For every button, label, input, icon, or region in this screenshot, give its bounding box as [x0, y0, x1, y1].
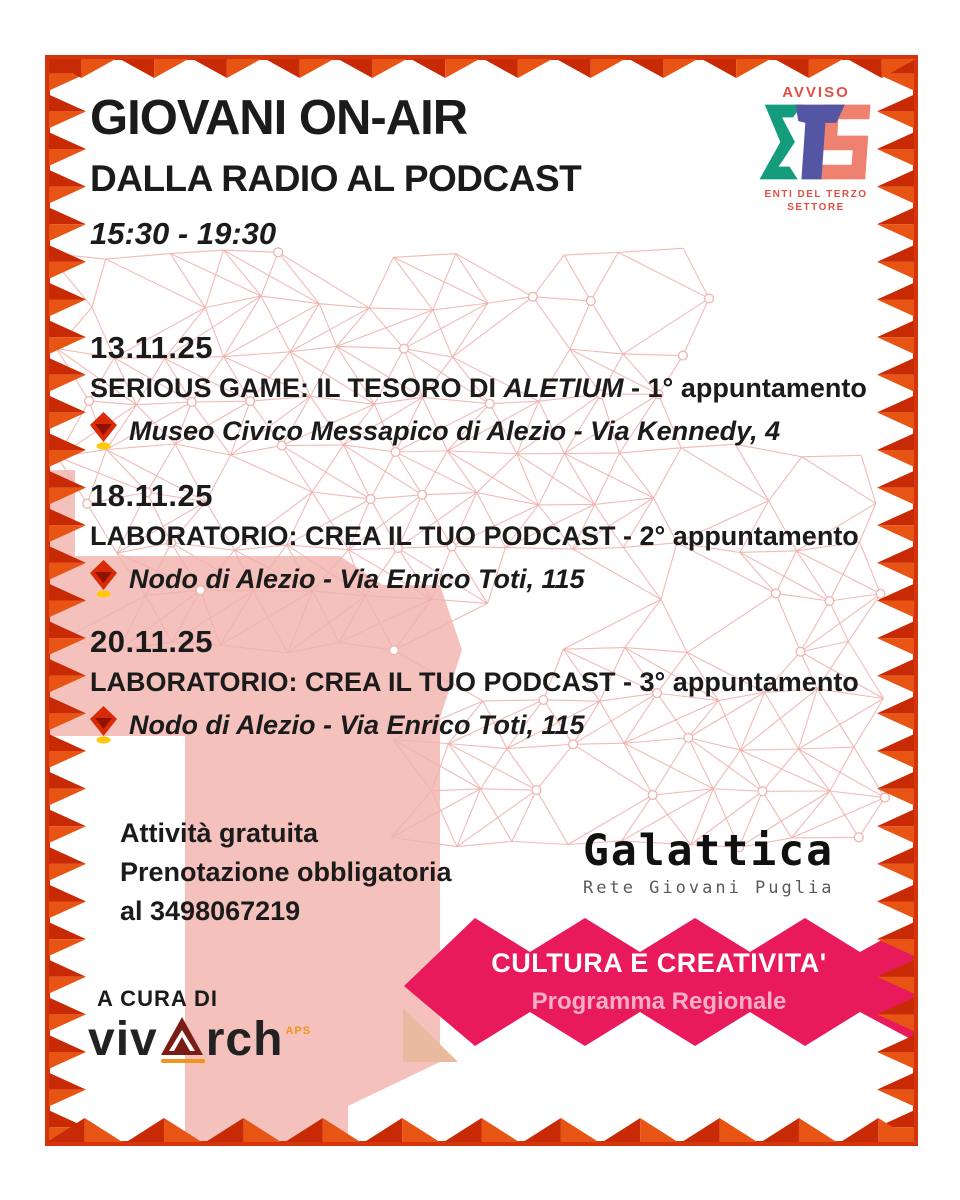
event-title-italic: ALETIUM: [503, 373, 624, 403]
ets-avviso-label: AVVISO: [782, 84, 850, 101]
info-line-phone: al 3498067219: [120, 896, 301, 926]
poster-subtitle: DALLA RADIO AL PODCAST: [90, 158, 582, 199]
vivarch-aps-label: APS: [285, 1025, 312, 1037]
event-title-text: LABORATORIO: CREA IL TUO PODCAST - 3° appuntamento: [90, 667, 859, 697]
vivarch-text-right: rch: [205, 1013, 284, 1066]
galattica-tagline: Rete Giovani Puglia: [583, 878, 835, 898]
event-item-1: [90, 330, 890, 450]
event-title: [90, 667, 890, 698]
vivarch-text-left: viv: [88, 1013, 158, 1066]
event-title-suffix: - 1° appuntamento: [623, 373, 867, 403]
event-location-row: [90, 412, 890, 450]
vivarch-triangle-icon: [159, 1015, 205, 1067]
event-time: 15:30 - 19:30: [90, 216, 277, 251]
event-item-3: [90, 624, 890, 744]
event-location: Nodo di Alezio - Via Enrico Toti, 115: [129, 563, 585, 594]
program-banner: [400, 912, 918, 1052]
event-title-text: LABORATORIO: CREA IL TUO PODCAST - 2° appuntamento: [90, 521, 859, 551]
border-left: [45, 55, 87, 1146]
event-date: 18.11.25: [90, 478, 213, 513]
poster-title: GIOVANI ON-AIR: [90, 91, 468, 145]
ets-letters-icon: [757, 101, 875, 183]
galattica-logo: [583, 826, 834, 898]
ets-caption-line1: ENTI DEL TERZO: [764, 189, 868, 200]
banner-program-name: CULTURA E CREATIVITA': [491, 948, 827, 978]
event-location-row: [90, 560, 890, 598]
event-location-row: [90, 706, 890, 744]
event-title: [90, 373, 890, 404]
vivarch-logo: [88, 1012, 312, 1067]
event-title-text: SERIOUS GAME: IL TESORO DI: [90, 373, 504, 403]
galattica-name: Galattica: [583, 826, 834, 876]
curated-by-label: A CURA DI: [97, 986, 219, 1011]
ets-caption-line2: SETTORE: [787, 202, 845, 213]
ets-logo: [748, 84, 884, 214]
event-item-2: [90, 478, 890, 598]
banner-program-type: Programma Regionale: [531, 988, 787, 1015]
event-location: Museo Civico Messapico di Alezio - Via Kennedy, 4: [129, 415, 781, 446]
event-title: [90, 521, 890, 552]
map-pin-icon: [90, 560, 117, 598]
info-line-free: Attività gratuita: [120, 818, 319, 848]
border-top: [45, 55, 918, 79]
map-pin-icon: [90, 412, 117, 450]
event-date: 13.11.25: [90, 330, 213, 365]
event-date: 20.11.25: [90, 624, 213, 659]
map-pin-icon: [90, 706, 117, 744]
border-bottom: [45, 1116, 918, 1146]
event-location: Nodo di Alezio - Via Enrico Toti, 115: [129, 709, 585, 740]
info-line-booking: Prenotazione obbligatoria: [120, 857, 452, 887]
